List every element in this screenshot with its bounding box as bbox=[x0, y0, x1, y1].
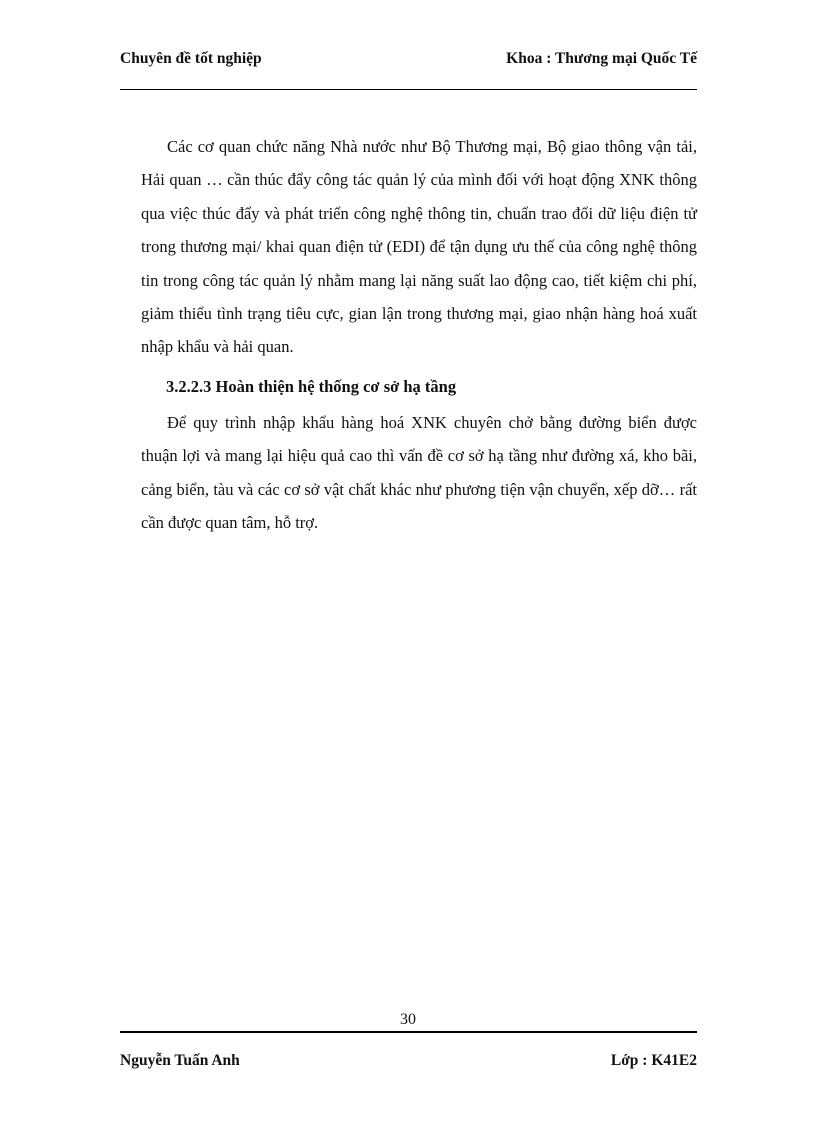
footer-divider bbox=[120, 1031, 697, 1033]
header-divider bbox=[120, 89, 697, 90]
header-document-type: Chuyên đề tốt nghiệp bbox=[120, 50, 262, 67]
footer-class: Lớp : K41E2 bbox=[610, 1052, 697, 1069]
document-body bbox=[142, 130, 697, 539]
body-paragraph: Để quy trình nhập khẩu hàng hoá XNK chuyên chở bằng đường biển được thuận lợi và mang lại hiệu quả cao thì vấn đề cơ sở hạ tầng như đường xá, kho bãi, cảng biển, tàu và các cơ sở vật chất khác như phương tiện vận chuyển, xếp dỡ… rất cần được quan tâm, hỗ trợ. bbox=[141, 412, 697, 533]
page-footer bbox=[120, 1052, 697, 1076]
header-faculty: Khoa : Thương mại Quốc Tế bbox=[506, 50, 697, 67]
section-heading: 3.2.2.3 Hoàn thiện hệ thống cơ sở hạ tầng bbox=[166, 376, 457, 396]
body-paragraph: Các cơ quan chức năng Nhà nước như Bộ Thương mại, Bộ giao thông vận tải, Hải quan … cần thúc đẩy công tác quản lý của mình đối với hoạt động XNK thông qua việc thúc đẩy và phát triển công nghệ thông tin, chuẩn trao đổi dữ liệu điện tử trong thương mại/ khai quan điện tử (EDI) để tận dụng ưu thế của công nghệ thông tin trong công tác quản lý nhằm mang lại năng suất lao động cao, tiết kiệm chi phí, giảm thiểu tình trạng tiêu cực, gian lận trong thương mại, giao nhận hàng hoá xuất nhập khẩu và hải quan. bbox=[141, 137, 697, 357]
page-header bbox=[120, 50, 697, 74]
footer-author: Nguyễn Tuấn Anh bbox=[120, 1052, 240, 1069]
page-number: 30 bbox=[400, 1011, 416, 1028]
